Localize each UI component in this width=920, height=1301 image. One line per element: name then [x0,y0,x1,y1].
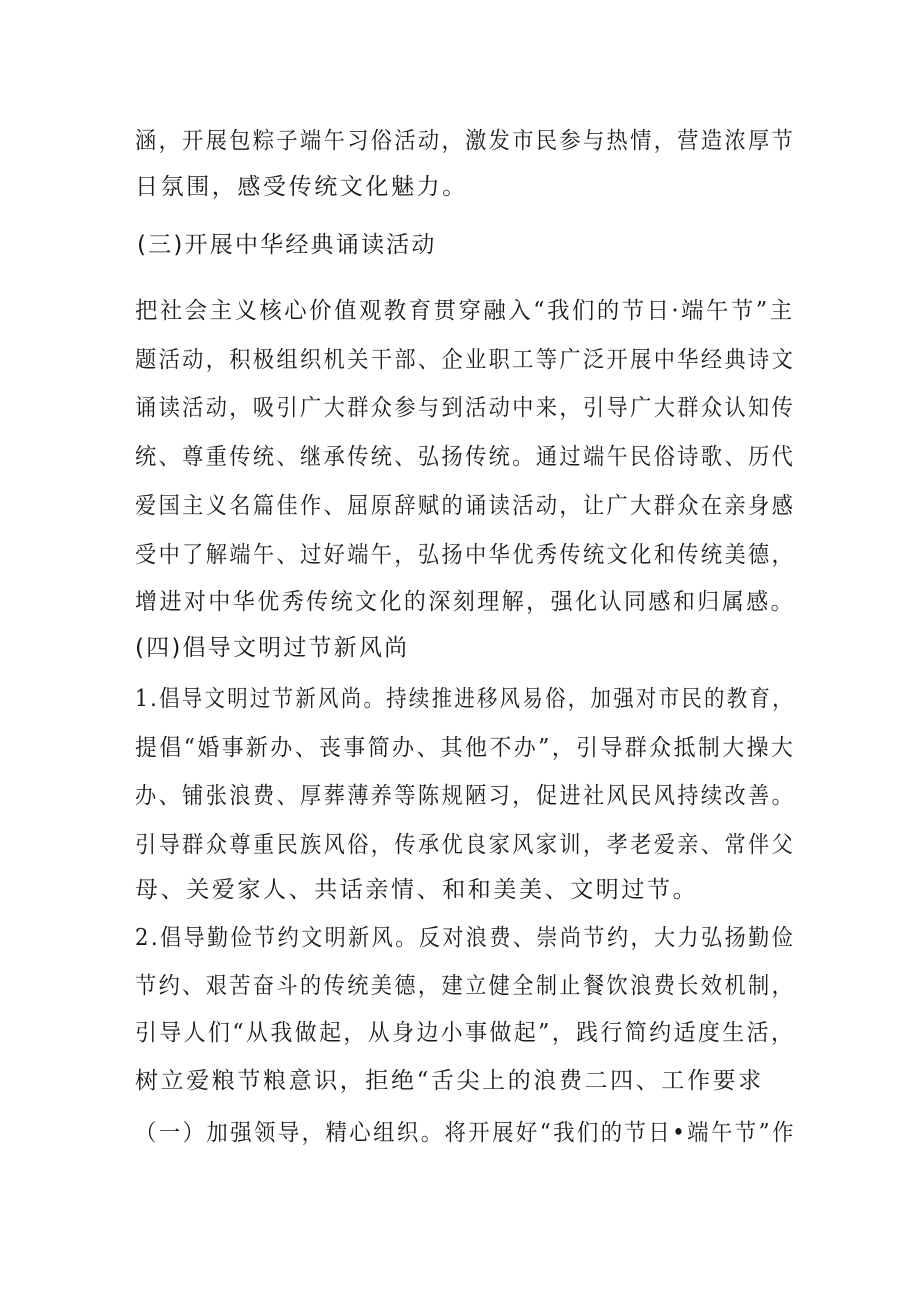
paragraph-line: 引导群众尊重民族风俗，传承优良家风家训，孝老爱亲、常伴父 [135,832,796,858]
paragraph-line: 诵读活动，吸引广大群众参与到活动中来，引导广大群众认知传 [135,395,796,421]
section-heading: (四)倡导文明过节新风尚 [135,635,410,661]
paragraph-line: 树立爱粮节粮意识，拒绝“舌尖上的浪费二四、工作要求 [135,1068,764,1094]
paragraph-line: 涵，开展包粽子端午习俗活动，激发市民参与热情，营造浓厚节 [135,128,796,154]
paragraph-line: 提倡“婚事新办、丧事简办、其他不办”，引导群众抵制大操大 [135,735,796,761]
paragraph-line: 2.倡导勤俭节约文明新风。反对浪费、崇尚节约，大力弘扬勤俭 [135,925,796,951]
paragraph-line: （一）加强领导，精心组织。将开展好“我们的节日•端午节”作 [135,1120,796,1146]
paragraph-line: 节约、艰苦奋斗的传统美德，建立健全制止餐饮浪费长效机制， [135,973,796,999]
paragraph-line: 增进对中华优秀传统文化的深刻理解，强化认同感和归属感。 [135,589,796,615]
paragraph-line: 办、铺张浪费、厚葬薄养等陈规陋习，促进社风民风持续改善。 [135,783,796,809]
paragraph-line: 1.倡导文明过节新风尚。持续推进移风易俗，加强对市民的教育， [135,686,795,712]
paragraph-line: 受中了解端午、过好端午，弘扬中华优秀传统文化和传统美德， [135,542,796,568]
paragraph-line: 母、关爱家人、共话亲情、和和美美、文明过节。 [135,877,699,903]
paragraph-line: 把社会主义核心价值观教育贯穿融入“我们的节日·端午节”主 [135,298,795,324]
paragraph-line: 日氛围，感受传统文化魅力。 [135,174,468,200]
section-heading: (三)开展中华经典诵读活动 [137,232,437,258]
paragraph-line: 统、尊重传统、继承传统、弘扬传统。通过端午民俗诗歌、历代 [135,444,796,470]
paragraph-line: 题活动，积极组织机关干部、企业职工等广泛开展中华经典诗文 [135,347,796,373]
paragraph-line: 爱国主义名篇佳作、屈原辞赋的诵读活动，让广大群众在亲身感 [135,493,796,519]
paragraph-line: 引导人们“从我做起，从身边小事做起”，践行简约适度生活， [135,1020,796,1046]
